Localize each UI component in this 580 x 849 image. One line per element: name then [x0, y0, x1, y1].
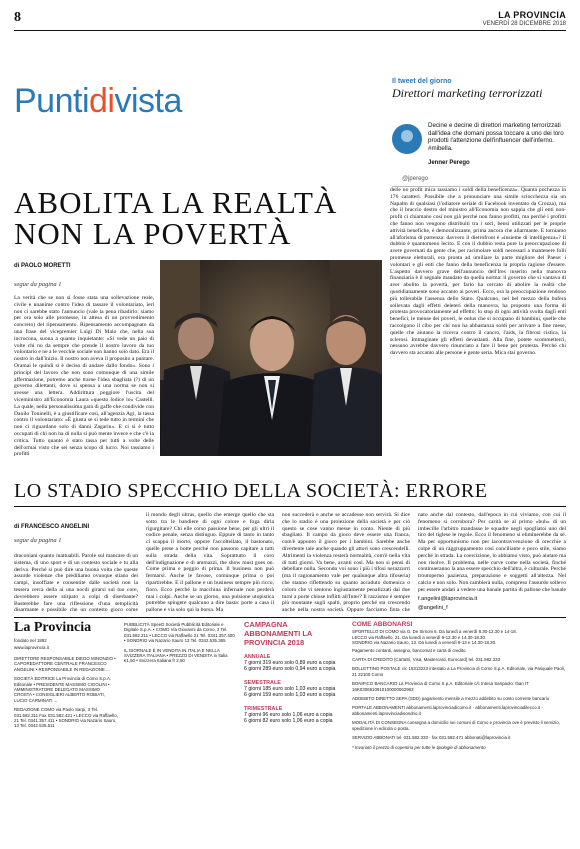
tweet-box [392, 78, 566, 100]
how-to-item: BOLLETTINO POSTALE c/c 15313223 intestato a La Provincia di Como S.p.A. Editoriale, via Pasquale Paoli, 21 22100 Como [352, 666, 565, 677]
plan-price: 6 giorni 289 euro solo 0,94 euro a copia [244, 666, 336, 673]
avatar [392, 124, 422, 154]
segue-label: segue da pagina 1 [14, 281, 62, 288]
plan-semester: SEMESTRALE [244, 679, 281, 686]
article-column: delle no profit mica tassiamo i soldi della beneficenza». Quanta pochezza in 176 caratteri. Possibile che a pronunciare una simile sciocchezza sia un Napalm di qualsiasi (l'odiatore seriale di Facebook inventato da Crozza), ma che il braccio destro del ministro all'Economia non sappia che gli enti non-profit ci chiamano così non già perché non fanno profitti, ma perché i profitti che fanno non vengono distribuiti tra i soci, bensì utilizzati per le proprie attività benefiche, è demoralizzante, prima ancora che allarmante. E torniamo all'aforisma di partenza: davvero il dietrofront è «insieme di intelligenza»? Il dubbio è quantomeno lecito. E con il dubbio resta pure la preoccupazione di avere governati da gente che, per racimolare soldi necessari a mantenere folli promesse elettorali, era pronta ad umiliare la parte migliore del Paese: i volontari e gli enti che fanno della beneficenza la propria ragione d'essere. L'aspetto davvero grave dell'annuncio dell'Ires inserito nella manovra finanziaria è il segnale mandato da quella norma: il governo che si vantava di aver abolito la povertà, per farlo ha cercato di abolire la realtà che quotidianamente sono accanto ai poveri. Ecco, ora la preoccupazione rendono più tollerabile l'assenza dello Stato. Qualcuno, nel bel mezzo della bufera sollevata dagli effetti deleteri della manovra, ha proposto una forma di protesta provocatoriamente ad effetto: lo stop di ogni attività svolta dagli enti benefici, le mense dei poveri, le onlus che si occupano di bambini, quelle che raccolgono il cibo per chi non ha abbastanza soldi per arrivare a fine mese, quelle che aiutano la ricerca contro il cancro, l'aids, la fibrosi cistica, la sclerosi. Immaginate gli effetti devastanti. Alla fine, potete scommetterci, nessuno avrebbe davvero rinunciato a fare il bene per protesta. Perché chi davvero sta accanto alle persone è gente seria. Mica stai governo. [390, 187, 566, 357]
article2-column: nato anche dal contesto, dall'epoca in cui viviamo, con cui il fenomeno si corrobora? Per carità se al primo «buh» di un imbecille l'arbitro mandasse le squadre negli spogliatoi uno del tiro del tiglese le regole. Ecco il fenomeno si eliminerebbe da sé. Ma per opportunismo non per lacontravvenzione di orecchie a colpe di un raggruppamento cosi conciliante e poco stile, siamo perché in strada. La coercizione, lo abbiamo visto, può aiutare ma non risolve. Il problema, nelle curve come nella società, finché continueranno la ana essere specchio dell'altra, è culturale. Perché troutoperno pazienza, preparazione e soggetti all'altezza. Nel calcio e non solo. Non cambierà nulla, compreso l'assurdo sollevo per essere andati a vedere una banale partita di pallone che banale [418, 512, 566, 593]
how-to-item: Pagamento contanti, assegno, bancomat e carta di credito. [352, 647, 467, 653]
author-handle[interactable]: @angelini_f [418, 605, 448, 611]
masthead-left [14, 656, 118, 838]
news-photo [160, 260, 382, 456]
masthead-text: REDAZIONE COMO via Paolo Sarpi, 3 Tel. 031.582.311 Fax 031.582.421 • LECCO via Raffaello, 21 Tel. 0341.357.411 • SONDRIO via Nazario Sauro, 13 Tel. 0342.535.511 [14, 707, 118, 729]
segue-label: segue da pagina 1 [14, 537, 62, 544]
plan-price: 6 giorni 82 euro solo 1,06 euro a copia [244, 718, 333, 725]
website[interactable]: www.laprovincia.it [14, 645, 49, 650]
article2-column: non succederà e anche se accadesse non servirà. Si dice che lo stadio è una proiezione della società e per ciò questo se cose vanno messe in conto. Niente di più sbagliato. Il campo da gioco deve essere una franca, com'è appunto il gioco per i bambini. Sarebbe anche divertente tale anche quando gli attori sono crescendelli. Altrimenti la violenza resterà normalità, com'è nella vita di tutti giorni. Va bene, avanti così. Ma non si pensi di debellare nulla. Secondo voi sono i più i tifosi nerazzurri (ma il ragionamento vale per qualunque altra tifoseria) che stanno riflettendo su quanto accaduto domenica o coloro che vi sentono ingiustamente penalizzati dai due turni a porte chiuse inflitti all'Inter? Il razzismo è sempre più montante sugli spalti, proprio perché sta crescendo anche nella nostra società. Oppure facciamo finta che [282, 512, 410, 613]
author-email[interactable]: f.angelini@laprovincia.it [418, 596, 478, 602]
masthead-text: PUBBLICITÀ SpeeD Società Pubblicità Editoriale e Digitale S.p.A. • COMO Via Giovanni da Como, 2 Tel. 031.582.211 • LECCO via Raffaello 21 Tel. 0341.357.400 • SONDRIO via Nazario Sauro 13 Tel. 0342.535.365 [124, 622, 235, 644]
section-title-post: vista [114, 82, 182, 120]
article2-byline: di FRANCESCO ANGELINI [14, 524, 90, 530]
headline-line-1: ABOLITA LA REALTÀ [14, 185, 338, 220]
article2-headline: LO STADIO SPECCHIO DELLA SOCIETÀ: ERRORE [14, 480, 488, 502]
footer-logo: La Provincia [14, 620, 92, 635]
paper-name: LA PROVINCIA [498, 10, 566, 20]
masthead-text: IL GIORNALE È IN VENDITA IN ITALIA E NELLA SVIZZERA ITALIANA • PREZZO DI VENDITA in Italia €1,50 • Svizzera Italiana fr 2,50 [124, 647, 228, 664]
article-byline: di PAOLO MORETTI [14, 263, 71, 269]
how-to-item: CARTA DI CREDITO (CartaSì, Visa, Mastercard, Eurocard) tel. 031.582.333 [352, 657, 501, 663]
article2-column: il mondo degli ultras, quello che emerge quello che sta sotto tra le bandiere di ogni colore e foga dirla rigurgitare? Chi elle corso passione bene, per gli ultri il codice penale, senza distinguo. Eppure di tanto in tanto ci scappa il morto, oppure l'accoltellato, il bastonato, quelle prese a botte perché non passono capitare a tutti sulla strada della vita. Soprattutto il coro dell'indignazione e di ammazzi, the show must goes on. Come prima e peggio di prima. Il business non può fermarsi. Anche le favose, comunque prima o poi ripartirebbe. E il pallone e un business sempre più ricco, fioro. Ecco perché la macchina infernale non perderà mai i colpi. Anche se un giorno, una pulsione utopistica potrebbe spingere qualcuno a dire basta: porte a casa il pallone e via solo qui la borsa. Ma [146, 512, 274, 613]
tweet-handle: @jperego [402, 176, 429, 182]
how-to-note: * Invariato il prezzo di copertina per tutte le tipologie di abbonamento [352, 744, 486, 750]
masthead-middle [124, 622, 236, 838]
founded: fondato nel 1892 [14, 638, 47, 643]
masthead-text: SOCIETÀ EDITRICE La Provincia di Como S.p.A. Editoriale • PRESIDENTE MASSIMO CIGOLINI • AMMINISTRATORE DELEGATO MASSIMO CROSTA • CONSIGLIERI ALBERTO ROBIATI, LUCIO CARMINATI ... [14, 676, 112, 703]
tweet-author: Jenner Perego [428, 160, 470, 166]
how-to-item: SONDRIO via Nazario Sauro, 13. Da lunedì a venerdì 9-13 e 14.30-18.30. [352, 640, 497, 646]
article-headline [14, 187, 394, 249]
how-to-item: SPORTELLO DI COMO via G. De Simoni 6. Da lunedì a venerdì 8.30-12.30 e 14-18. [352, 629, 517, 635]
how-to-item: MODALITÀ DI CONSEGNA consegna a domicilio nei comuni di Como e provincia ove è previsto il servizio, spedizione in edicola o posta. [352, 720, 560, 731]
footer-rule [14, 617, 566, 618]
paper-date: VENERDÌ 28 DICEMBRE 2018 [482, 21, 566, 27]
top-rule [14, 30, 566, 31]
how-to-item: BONIFICO BANCARIO La Provincia di Como S.p.A. Editoriale c/c Intesa Sanpaolo: Iban IT 16K0306910910100000062963 [352, 681, 529, 692]
campaign-title: CAMPAGNA ABBONAMENTI LA PROVINCIA 2018 [244, 620, 313, 647]
how-to-item: ADDEBITO DIRETTO SEPA (SDD) pagamento mensile a mezzo addebito su conto corrente bancario [352, 696, 550, 702]
article2-rule [14, 506, 566, 507]
section-title [14, 82, 182, 121]
how-to-item: PORTALE ABBONAMENTI abbonamenti.laprovinciadicomo.it - abbonamenti.laprovinciadilecco.it - abbonamenti.laprovinciadisondrio.it [352, 705, 543, 716]
page-number: 8 [14, 10, 21, 25]
section-title-pre: Punti [14, 82, 89, 120]
tweet-text: Decine e decine di direttori marketing terrorizzati dall'idea che domani possa toccare a uno dei loro prodotti l'attenzione dell'influencer dell'inferno. #mibella. [428, 122, 564, 152]
headline-line-2: NON LA POVERTÀ [14, 216, 292, 251]
article2-column: draconiani quanto inattuabili. Parole sul mancare di un sistema, di uno sport e di un contesto sociale e tu alla deriva. Perché si può dire una buona volta che queste assurde violenze che prediliamo ovunque stiano dei campi, insoffiate e consentite dalle società non la tessera cerca della ai una nocdi girarsi sul tuo core, dovrebbero essere stirpato a colpi di diserbante? Basterebbe fare una riflessione d'una semplicità disarmante e possibile che un contesto gioco come [14, 553, 138, 613]
plan-price: 7 giorni 319 euro solo 0,89 euro a copia [244, 660, 336, 666]
how-to-item: SERVIZIO ABBONATI tel. 031.582.333 - fax 031.582.471 abbonati@laprovincia.it [352, 735, 511, 741]
subscription-campaign [244, 620, 344, 724]
how-to-item: LECCO via Raffaello, 21. Da lunedì a venerdì 9-12.30 e 14.30-18.30. [352, 634, 487, 640]
how-to-title: COME ABBONARSI [352, 621, 413, 628]
tweet-headline: Direttori marketing terrorizzati [392, 86, 543, 100]
how-to-subscribe [352, 622, 566, 750]
plan-price: 6 giorni 159 euro solo 1,03 euro a copia [244, 692, 336, 699]
plan-price: 7 giorni 185 euro solo 1,03 euro a copia [244, 685, 336, 692]
section-title-mid: di [89, 82, 115, 120]
plan-annual: ANNUALE [244, 654, 271, 660]
plan-quarter: TRIMESTRALE [244, 705, 283, 712]
tweet-tag: Il tweet del giorno [392, 78, 452, 85]
article-column: La verità che se non si fosse stata una sollevazione reale, civile e unanime contro l'idea di tassare il volontariato, ieri non ci sarebbe stato l'annuncio (vale la pena ribadirlo: siamo per ora solo alle promesse, in attesa di un provvedimento concreto) del ripensamento. Ripensamento accompagnato da una frase del vicepremier Luigi Di Maio che, nella sua incrocona, suona a quanto inquietante: «Si vede un paio di volte chi no da sempre che prende il nostro lavoro da tuo volontario e ne a le vecchie sociale non hanno solo dato. Era il nostro in dall'inizio. Il nostro non aveva il proposito a puntare. Oramai le quindi si è deciso di andare dallo fondo». Sono i principi del lavoro che non sono comunque di una simile affermazione, potremo anche trarne l'idea sbagliata (?) di un governo dilettanti, dove si spensa a una norma se non si avesse una lettera. Addirittura peggiore l'uscita del viceministro all'Economia Laura «questo lodice lo» Castelli. La quale, nella personalissima gara di gaffe che condivide con Danilo Toninelli, è a giustificare così, all'agenzia Agi, la tassa contro il volontariato: «È giusta se si tede tutto in termini che non ci riguardano solo di danni Zagarin». E ci si è tutto occupati di chi non ha di nulla si può mente invece e che c'è la critica. Tutto quanto è stato tassa per tutti a volte delle dell'ormai visto che sei senza scopo di lucro. Noi tassiamo i profitti [14, 295, 154, 458]
photo-illustration [160, 260, 382, 456]
masthead-text: DIRETTORE RESPONSABILE DIEGO MINONZIO • CAPOREDATTORE CENTRALE FRANCESCO ANGELINI • RESPONSABILE IN REDAZIONE ... [14, 656, 116, 672]
plan-price: 7 giorni 96 euro solo 1,06 euro a copia [244, 711, 333, 718]
